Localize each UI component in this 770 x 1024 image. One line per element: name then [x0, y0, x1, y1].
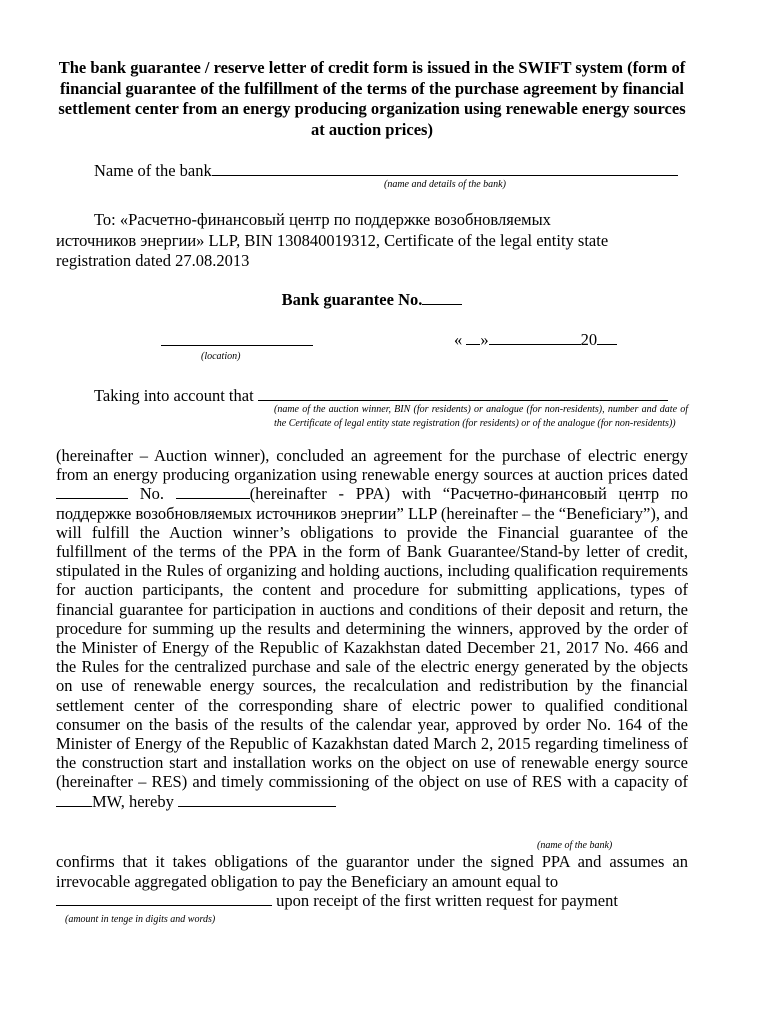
amount-text: upon receipt of the first written request for payment	[272, 891, 618, 910]
taking-label: Taking into account that	[94, 386, 254, 405]
main-text-3: (hereinafter - PPA) with “Расчетно-финансовый центр по поддержке возобновляемых источников энергии” LLP (hereinafter – the “Beneficiary”), and will fulfill the Auction winner’s obligations to provide the Financial guarantee of the fulfillment of the terms of the PPA in the form of Bank Guarantee/Stand-by letter of credit, stipulated in the Rules of organizing and holding auctions, including qualification requirements for auction participants, the content and procedure for submitting applications, types of financial guarantee for participation in auctions and conditions of their deposit and return, the procedure for summing up the results and determining the winners, approved by the order of the Minister of Energy of the Republic of Kazakhstan dated December 21, 2017 No. 466 and the Rules for the centralized purchase and sale of the electric energy generated by the objects on use of renewable energy sources, the recalculation and redistribution by the financial settlement center of the corresponding share of electric power to qualified conditional consumer on the basis of the results of the calendar year, approved by order No. 164 of the Minister of Energy of the Republic of Kazakhstan dated March 2, 2015 regarding timeliness of the construction start and installation works on the object on use of renewable energy source (hereinafter – RES) and timely commissioning of the object on use of RES with a capacity of	[56, 484, 688, 792]
location-caption: (location)	[201, 351, 241, 362]
main-text-1: (hereinafter – Auction winner), concluded an agreement for the purchase of electric energy from an energy producing organization using renewable energy sources at auction prices dated	[56, 446, 688, 485]
amount-row	[56, 891, 688, 911]
addressee-line-3: registration dated 27.08.2013	[56, 251, 250, 270]
date-day-field[interactable]	[466, 330, 480, 345]
bank-name-field-2[interactable]	[178, 793, 336, 807]
ppa-number-field[interactable]	[176, 485, 250, 499]
auction-winner-caption: (name of the auction winner, BIN (for residents) or analogue (for non-residents), number and date of the Certificate of legal entity state registration (for residents) or of the analogue (for non-residents))	[274, 404, 688, 430]
location-field[interactable]	[161, 329, 313, 346]
main-paragraph	[56, 446, 688, 811]
guarantee-number-heading	[56, 290, 688, 310]
date-close-quote: »	[480, 330, 489, 349]
main-text-2: No.	[128, 484, 176, 504]
date-month-field[interactable]	[489, 330, 581, 345]
document-page	[56, 58, 688, 925]
date-year-field[interactable]	[597, 330, 617, 345]
confirm-paragraph: confirms that it takes obligations of the guarantor under the signed PPA and assumes an irrevocable aggregated obligation to pay the Beneficiary an amount equal to	[56, 852, 688, 891]
date-year-prefix: 20	[580, 330, 598, 349]
ppa-date-field[interactable]	[56, 485, 128, 499]
bank-name-label: Name of the bank	[94, 161, 212, 180]
main-text-4: MW, hereby	[92, 791, 178, 811]
addressee-block	[56, 210, 688, 272]
bank-name-caption: (name and details of the bank)	[384, 179, 506, 190]
capacity-field[interactable]	[56, 793, 92, 807]
amount-caption: (amount in tenge in digits and words)	[65, 914, 216, 925]
date-open-quote: «	[454, 330, 467, 349]
guarantee-number-label: Bank guarantee No.	[281, 290, 423, 309]
guarantee-number-field[interactable]	[422, 290, 462, 305]
addressee-line-2: источников энергии» LLP, BIN 130840019312, Certificate of the legal entity state	[56, 230, 609, 250]
addressee-line-1: To: «Расчетно-финансовый центр по поддержке возобновляемых	[94, 210, 551, 229]
bank-name-caption-2: (name of the bank)	[537, 840, 613, 851]
auction-winner-field[interactable]	[258, 384, 668, 401]
bank-name-field[interactable]	[212, 158, 678, 176]
document-title: The bank guarantee / reserve letter of credit form is issued in the SWIFT system (form of financial guarantee of the fulfillment of the terms of the purchase agreement by financial settlement center from an energy producing organization using renewable energy sources at auction prices)	[58, 58, 686, 139]
date-field[interactable]	[454, 330, 617, 350]
amount-field[interactable]	[56, 891, 272, 906]
